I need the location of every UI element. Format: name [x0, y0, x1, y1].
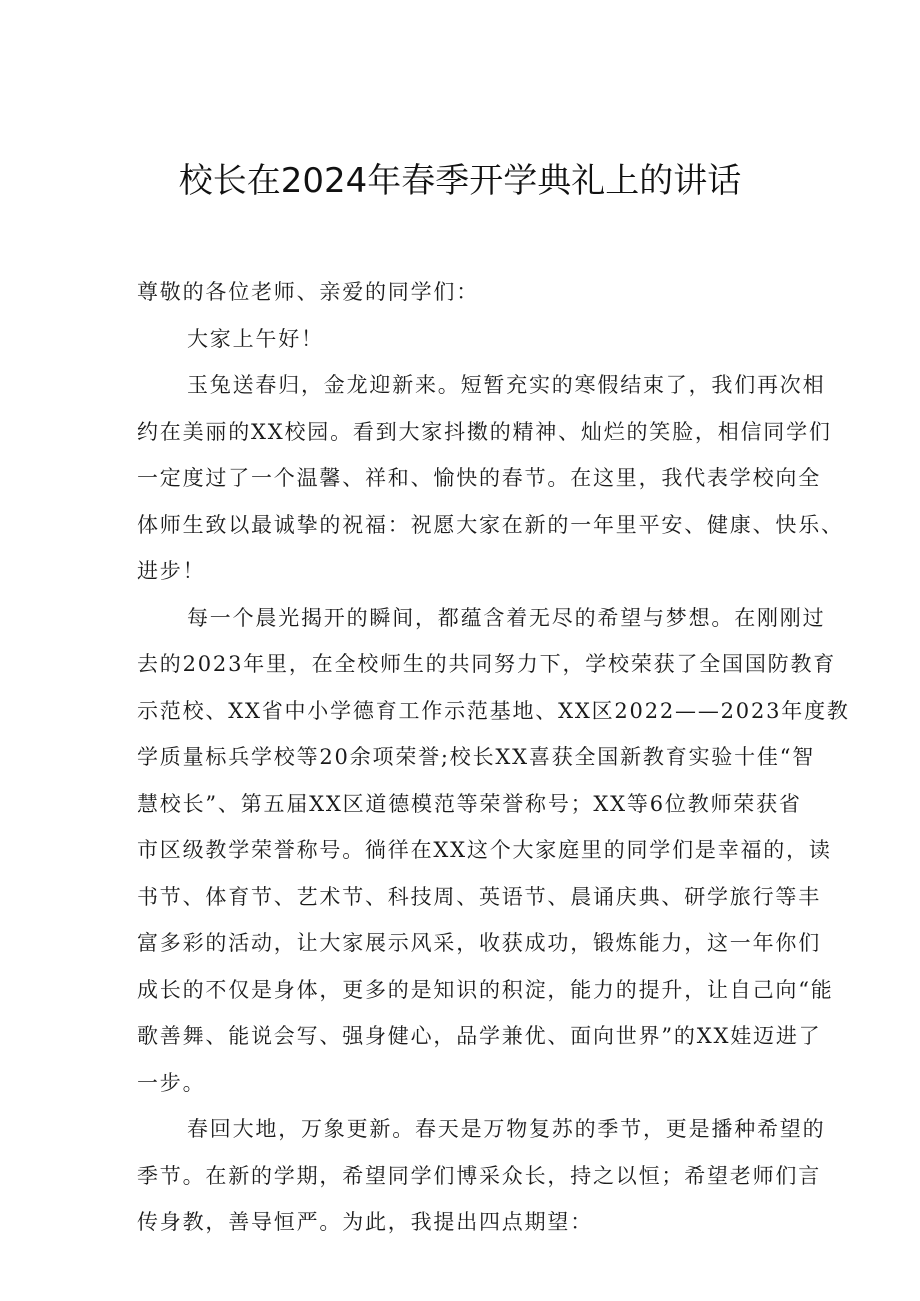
text-line: 示范校、XX省中小学德育工作示范基地、XX区2022——2023年度教 [137, 698, 850, 723]
salutation: 尊敬的各位老师、亲爱的同学们： [137, 280, 479, 304]
greeting-line: 大家上午好！ [187, 326, 324, 351]
speech-body [137, 269, 850, 1246]
text-line: 玉兔送春归，金龙迎新来。短暂充实的寒假结束了，我们再次相 [187, 373, 826, 397]
text-line: 成长的不仅是身体，更多的是知识的积淀，能力的提升，让自己向“能 [137, 977, 834, 1002]
text-line: 歌善舞、能说会写、强身健心，品学兼优、面向世界”的XX娃迈进了 [137, 1024, 822, 1048]
text-line: 体师生致以最诚挚的祝福：祝愿大家在新的一年里平安、健康、快乐、 [137, 512, 844, 537]
text-line: 约在美丽的XX校园。看到大家抖擞的精神、灿烂的笑脸，相信同学们 [137, 419, 832, 444]
text-line: 一定度过了一个温馨、祥和、愉快的春节。在这里，我代表学校向全 [137, 466, 821, 490]
text-line: 一步。 [137, 1070, 206, 1095]
text-line: 书节、体育节、艺术节、科技周、英语节、晨诵庆典、研学旅行等丰 [137, 884, 821, 909]
text-line: 学质量标兵学校等20余项荣誉;校长XX喜获全国新教育实验十佳“智 [137, 745, 816, 769]
text-line: 慧校长”、第五届XX区道德模范等荣誉称号；XX等6位教师荣获省 [137, 791, 802, 816]
text-line: 春回大地，万象更新。春天是万物复苏的季节，更是播种希望的 [187, 1117, 826, 1141]
text-line: 市区级教学荣誉称号。徜徉在XX这个大家庭里的同学们是幸福的，读 [137, 838, 832, 862]
document-title: 校长在2024年春季开学典礼上的讲话 [178, 161, 742, 201]
text-line: 季节。在新的学期，希望同学们博采众长，持之以恒；希望老师们言 [137, 1163, 821, 1188]
text-line: 富多彩的活动，让大家展示风采，收获成功，锻炼能力，这一年你们 [137, 931, 821, 955]
text-line: 每一个晨光揭开的瞬间，都蕴含着无尽的希望与梦想。在刚刚过 [187, 605, 826, 630]
text-line: 传身教，善导恒严。为此，我提出四点期望： [137, 1210, 593, 1234]
text-line: 进步！ [137, 559, 206, 583]
text-line: 去的2023年里，在全校师生的共同努力下，学校荣获了全国国防教育 [137, 652, 837, 676]
